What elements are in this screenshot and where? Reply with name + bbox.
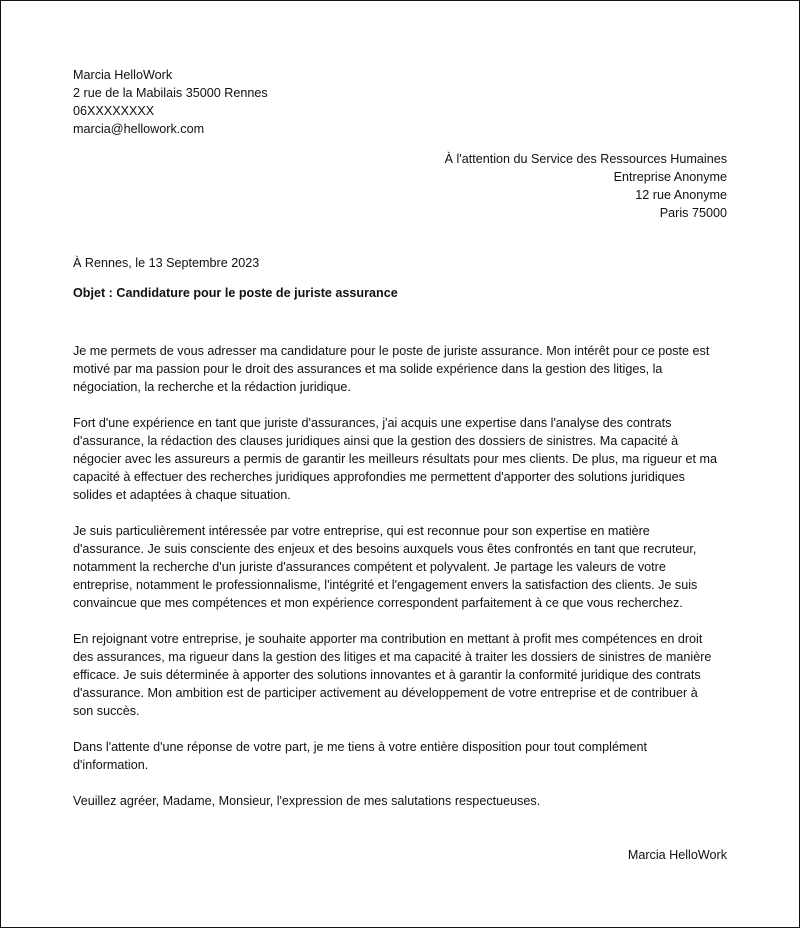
body-paragraph [73,342,729,396]
paragraph-line: son succès. [73,704,140,718]
recipient-city: Paris 75000 [659,206,727,220]
paragraph-line: Je suis particulièrement intéressée par votre entreprise, qui est reconnue pour son expertise en matière [73,524,650,538]
paragraph-line: Dans l'attente d'une réponse de votre part, je me tiens à votre entière disposition pour tout complément [73,740,647,754]
body-paragraph [73,738,729,774]
paragraph-line: Veuillez agréer, Madame, Monsieur, l'expression de mes salutations respectueuses. [73,794,541,808]
recipient-block [445,150,727,222]
recipient-company: Entreprise Anonyme [613,170,727,184]
paragraph-line: efficace. Je suis déterminée à apporter des solutions innovantes et à garantir la conformité juridique des contrats [73,668,701,682]
paragraph-line: des assurances, ma rigueur dans la gestion des litiges et ma capacité à traiter les dossiers de sinistres de manière [73,650,712,664]
paragraph-line: capacité à effectuer des recherches juridiques approfondies me permettent d'apporter des solutions juridiques [73,470,685,484]
letter-subject: Objet : Candidature pour le poste de juriste assurance [73,286,398,300]
body-paragraph [73,522,729,612]
sender-address: 2 rue de la Mabilais 35000 Rennes [73,86,268,100]
body-paragraph [73,414,729,504]
paragraph-line: d'information. [73,758,149,772]
recipient-attention: À l'attention du Service des Ressources Humaines [444,152,727,166]
sender-phone: 06XXXXXXXX [73,104,155,118]
body-paragraph [73,792,729,810]
paragraph-line: d'assurance. Mon ambition est de participer activement au développement de votre entreprise et de contribuer à [73,686,698,700]
paragraph-line: d'assurance, la rédaction des clauses juridiques ainsi que la gestion des dossiers de sinistres. Ma capacité à [73,434,679,448]
sender-name: Marcia HelloWork [73,68,173,82]
letter-date: À Rennes, le 13 Septembre 2023 [73,256,260,270]
paragraph-line: entreprise, notamment le professionnalisme, l'intégrité et l'engagement envers la satisfaction des clients. Je suis [73,578,698,592]
letter-body [73,342,729,828]
paragraph-line: convaincue que mes compétences et mon expérience correspondent parfaitement à ce que vous recherchez. [73,596,683,610]
sender-email: marcia@hellowork.com [73,122,205,136]
body-paragraph [73,630,729,720]
paragraph-line: En rejoignant votre entreprise, je souhaite apporter ma contribution en mettant à profit mes compétences en droit [73,632,703,646]
paragraph-line: d'assurance. Je suis consciente des enjeux et des besoins auxquels vous êtes confrontés en tant que recruteur, [73,542,697,556]
paragraph-line: Fort d'une expérience en tant que juriste d'assurances, j'ai acquis une expertise dans l'analyse des contrats [73,416,672,430]
paragraph-line: solides et adaptées à chaque situation. [73,488,291,502]
sender-block [73,66,268,138]
paragraph-line: notamment la recherche d'un juriste d'assurances compétent et polyvalent. Je partage les valeurs de votre [73,560,666,574]
paragraph-line: négociation, la recherche et la rédaction juridique. [73,380,351,394]
recipient-street: 12 rue Anonyme [635,188,727,202]
signature: Marcia HelloWork [627,848,727,862]
paragraph-line: motivé par ma passion pour le droit des assurances et ma solide expérience dans la gestion des litiges, la [73,362,663,376]
paragraph-line: négocier avec les assureurs a permis de garantir les meilleurs résultats pour mes clients. De plus, ma rigueur et ma [73,452,717,466]
paragraph-line: Je me permets de vous adresser ma candidature pour le poste de juriste assurance. Mon intérêt pour ce poste est [73,344,710,358]
